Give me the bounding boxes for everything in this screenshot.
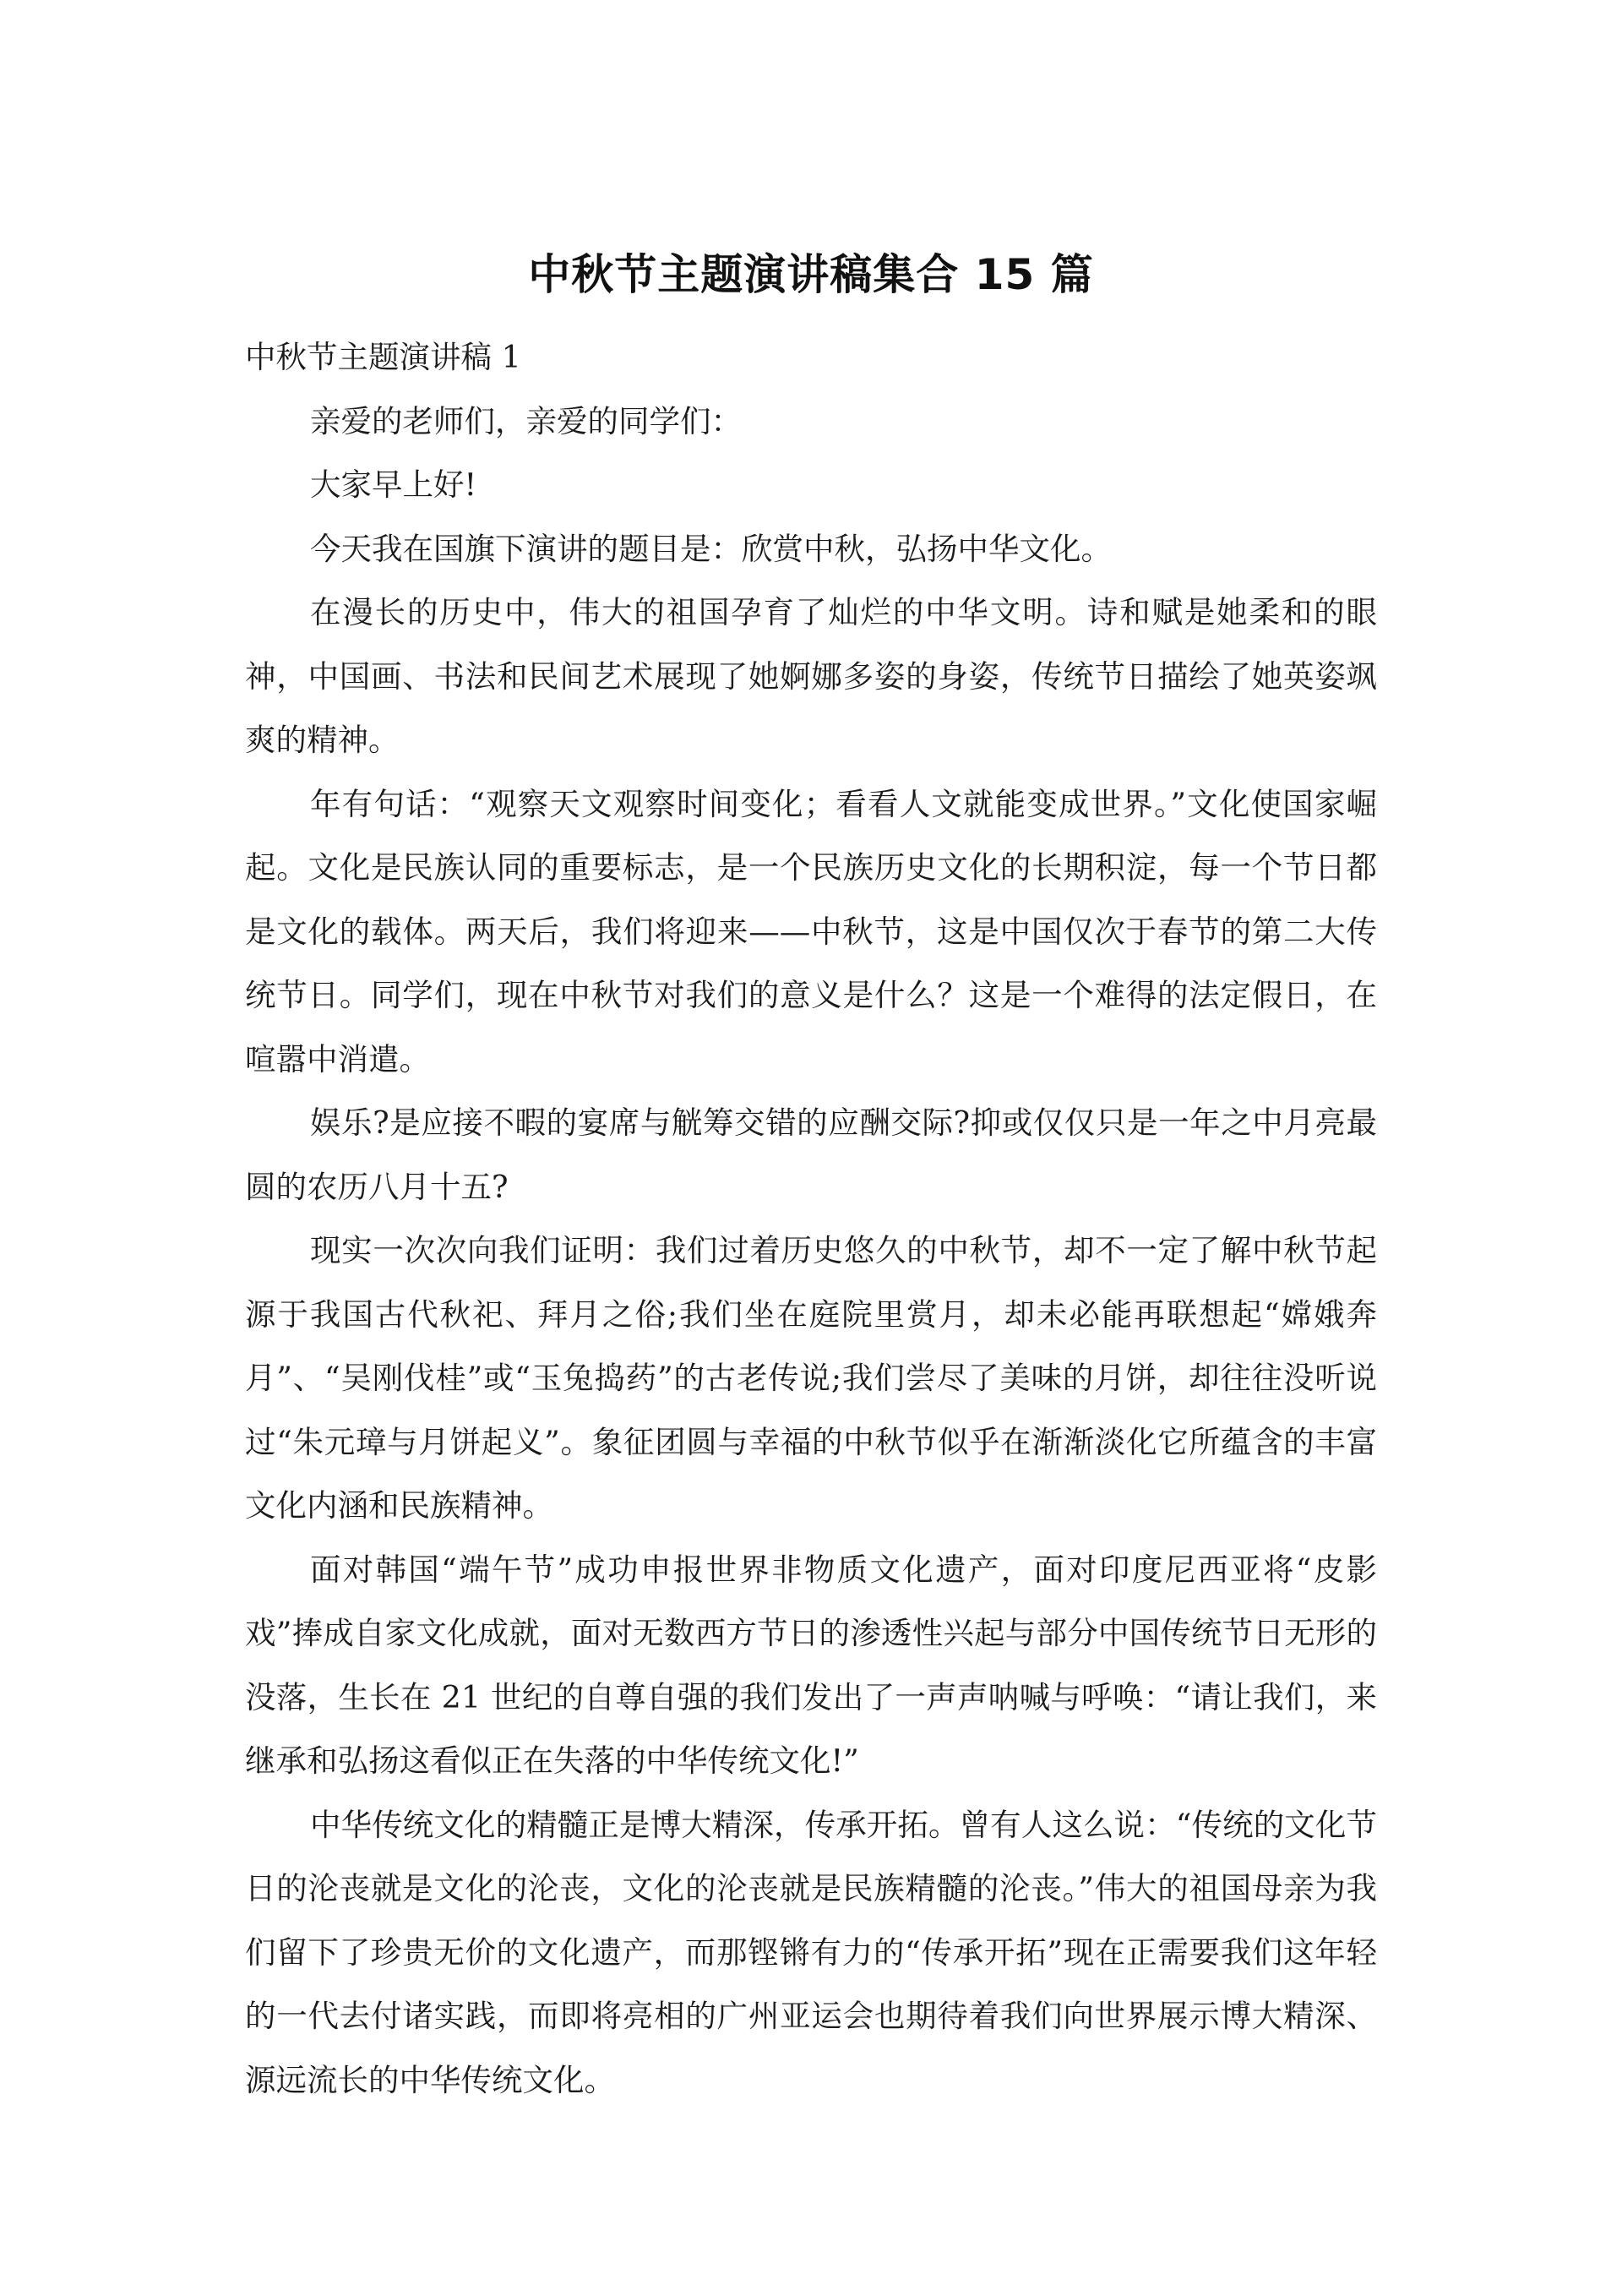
body-paragraph: 娱乐?是应接不暇的宴席与觥筹交错的应酬交际?抑或仅仅只是一年之中月亮最圆的农历八月十五? [245,1104,1377,1205]
body-paragraph: 年有句话：“观察天文观察时间变化；看看人文就能变成世界。”文化使国家崛起。文化是民族认同的重要标志，是一个民族历史文化的长期积淀，每一个节日都是文化的载体。两天后，我们将迎来——中秋节，这是中国仅次于春节的第二大传统节日。同学们，现在中秋节对我们的意义是什么？这是一个难得的法定假日，在喧嚣中消遣。 [245,785,1377,1077]
salutation: 亲爱的老师们，亲爱的同学们： [310,402,742,439]
topic-paragraph: 今天我在国旗下演讲的题目是：欣赏中秋，弘扬中华文化。 [310,530,1112,567]
body-paragraph: 中华传统文化的精髓正是博大精深，传承开拓。曾有人这么说：“传统的文化节日的沦丧就是文化的沦丧，文化的沦丧就是民族精髓的沦丧。”伟大的祖国母亲为我们留下了珍贵无价的文化遗产，而那铿锵有力的“传承开拓”现在正需要我们这年轻的一代去付诸实践，而即将亮相的广州亚运会也期待着我们向世界展示博大精深、源远流长的中华传统文化。 [245,1806,1377,2098]
body-paragraph: 在漫长的历史中，伟大的祖国孕育了灿烂的中华文明。诗和赋是她柔和的眼神，中国画、书法和民间艺术展现了她婀娜多姿的身姿，传统节日描绘了她英姿飒爽的精神。 [245,594,1377,758]
greeting: 大家早上好! [310,466,477,503]
body-paragraph: 面对韩国“端午节”成功申报世界非物质文化遗产，面对印度尼西亚将“皮影戏”捧成自家文化成就，面对无数西方节日的渗透性兴起与部分中国传统节日无形的没落，生长在 21 世纪的自尊自强的我们发出了一声声呐喊与呼唤：“请让我们，来继承和弘扬这看似正在失落的中华传统文化!” [245,1551,1377,1779]
document-title: 中秋节主题演讲稿集合 15 篇 [528,250,1094,299]
document-body [245,325,1377,2112]
body-paragraph: 现实一次次向我们证明：我们过着历史悠久的中秋节，却不一定了解中秋节起源于我国古代秋祀、拜月之俗;我们坐在庭院里赏月，却未必能再联想起“嫦娥奔月”、“吴刚伐桂”或“玉兔捣药”的古老传说;我们尝尽了美味的月饼，却往往没听说过“朱元璋与月饼起义”。象征团圆与幸福的中秋节似乎在渐渐淡化它所蕴含的丰富文化内涵和民族精神。 [245,1232,1377,1524]
section-heading: 中秋节主题演讲稿 1 [245,339,521,375]
